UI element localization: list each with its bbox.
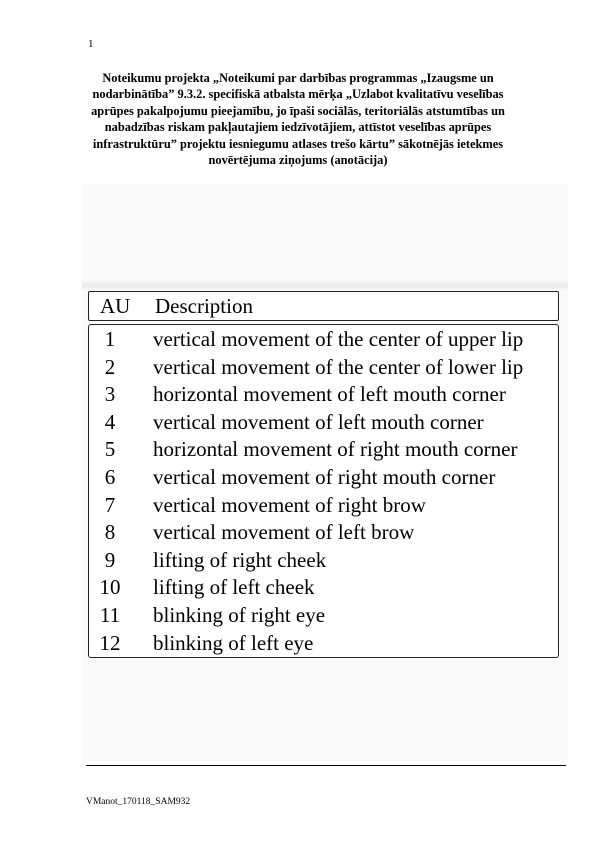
table-row: [89, 409, 558, 437]
au-number: 1: [104, 327, 116, 351]
au-number: 12: [99, 630, 121, 655]
table-row: [89, 326, 558, 354]
au-number: 9: [104, 547, 116, 572]
au-number: 2: [104, 354, 116, 379]
au-description: horizontal movement of left mouth corner: [153, 382, 506, 407]
table-row: [89, 492, 558, 520]
footer-divider: [86, 765, 566, 766]
header-au: AU: [100, 294, 131, 318]
table-figure: [82, 184, 568, 762]
au-description: horizontal movement of right mouth corner: [153, 437, 518, 462]
au-description: vertical movement of right mouth corner: [153, 464, 496, 489]
au-number: 10: [99, 575, 121, 600]
au-number: 6: [104, 464, 116, 489]
document-title: Noteikumu projekta „Noteikumi par darbības programmas „Izaugsme un nodarbinātība” 9.3.2. specifiskā atbalsta mērķa „Uzlabot kvalitatīvu veselības aprūpes pakalpojumu pieejamību, jo īpaši sociālās, teritoriālās atstumtības un nabadzības riskam pakļautajiem iedzīvotājiem, attīstot veselības aprūpes infrastruktūru” projektu iesniegumu atlases trešo kārtu” sākotnējās ietekmes novērtējuma ziņojums (anotācija): [91, 71, 505, 168]
table-row: [89, 574, 558, 602]
figure-scan-edge: [82, 280, 568, 290]
au-description: blinking of left eye: [153, 630, 314, 655]
au-number: 11: [99, 602, 121, 627]
header-description: Description: [155, 294, 253, 318]
table-row: [89, 547, 558, 575]
au-description: vertical movement of the center of upper lip: [153, 327, 524, 351]
au-description: vertical movement of left brow: [153, 520, 415, 545]
au-description: blinking of right eye: [153, 602, 326, 627]
table-header: [88, 291, 559, 321]
au-description: vertical movement of the center of lower lip: [153, 354, 524, 379]
au-number: 5: [104, 437, 116, 462]
au-description: vertical movement of right brow: [153, 492, 426, 517]
footer-code: VManot_170118_SAM932: [86, 797, 191, 807]
table-row: [89, 464, 558, 492]
table-row: [89, 436, 558, 464]
table-body: [88, 324, 559, 658]
table-row: [89, 630, 558, 658]
au-number: 4: [104, 409, 116, 434]
table-row: [89, 602, 558, 630]
table-row: [89, 354, 558, 382]
au-number: 3: [104, 382, 116, 407]
au-description: lifting of left cheek: [153, 575, 315, 600]
table-row: [89, 381, 558, 409]
au-description: vertical movement of left mouth corner: [153, 409, 484, 434]
au-description: lifting of right cheek: [153, 547, 327, 572]
au-number: 7: [104, 492, 116, 517]
table-row: [89, 519, 558, 547]
page-number: 1: [88, 38, 94, 50]
au-number: 8: [104, 520, 116, 545]
